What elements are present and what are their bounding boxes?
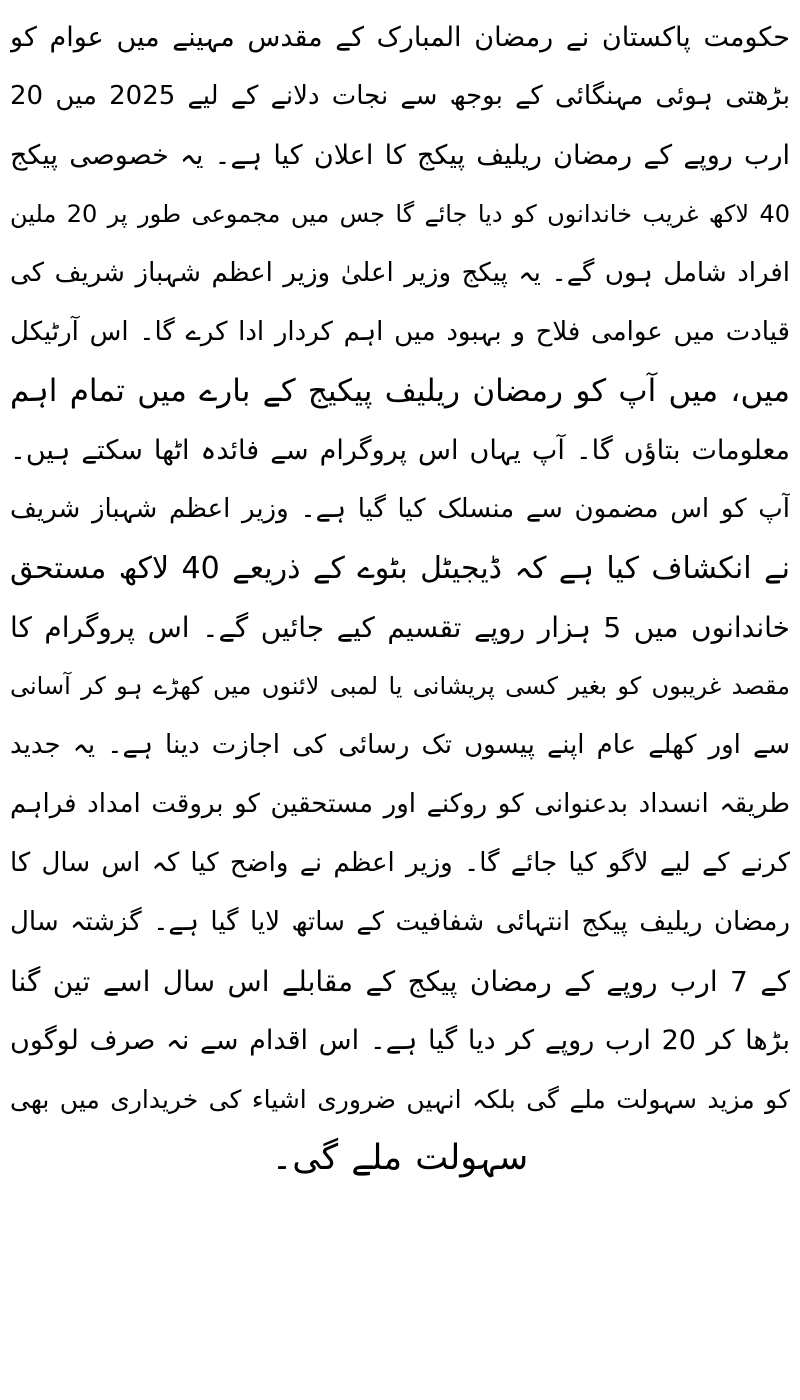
text-line-3: ارب روپے کے رمضان ریلیف پیکج کا اعلان کیا ہے۔ یہ خصوصی پیکج — [10, 140, 790, 171]
text-line-16: رمضان ریلیف پیکج انتہائی شفافیت کے ساتھ لایا گیا ہے۔ گزشتہ سال — [10, 907, 790, 937]
text-line-19: کو مزید سہولت ملے گی بلکہ انہیں ضروری اشیاء کی خریداری میں بھی — [10, 1085, 790, 1114]
text-line-5: افراد شامل ہوں گے۔ یہ پیکج وزیر اعلیٰ وزیر اعظم شہباز شریف کی — [10, 258, 790, 288]
text-line-14: طریقہ انسداد بدعنوانی کو روکنے اور مستحقین کو بروقت امداد فراہم — [10, 789, 790, 819]
text-line-2: بڑھتی ہوئی مہنگائی کے بوجھ سے نجات دلانے کے لیے 2025 میں 20 — [10, 81, 790, 111]
text-line-10: نے انکشاف کیا ہے کہ ڈیجیٹل بٹوے کے ذریعے 40 لاکھ مستحق — [10, 551, 790, 586]
text-line-18: بڑھا کر 20 ارب روپے کر دیا گیا ہے۔ اس اقدام سے نہ صرف لوگوں — [10, 1025, 790, 1056]
text-line-1: حکومت پاکستان نے رمضان المبارک کے مقدس مہینے میں عوام کو — [10, 22, 790, 53]
article-paragraph — [10, 8, 790, 1188]
text-line-11: خاندانوں میں 5 ہزار روپے تقسیم کیے جائیں گے۔ اس پروگرام کا — [10, 611, 790, 644]
text-line-8: معلومات بتاؤں گا۔ آپ یہاں اس پروگرام سے فائدہ اٹھا سکتے ہیں۔ — [10, 435, 790, 466]
text-line-13: سے اور کھلے عام اپنے پیسوں تک رسائی کی اجازت دینا ہے۔ یہ جدید — [10, 730, 790, 760]
text-line-6: قیادت میں عوامی فلاح و بہبود میں اہم کردار ادا کرے گا۔ اس آرٹیکل — [10, 317, 790, 347]
text-line-12: مقصد غریبوں کو بغیر کسی پریشانی یا لمبی لائنوں میں کھڑے ہو کر آسانی — [10, 672, 790, 700]
text-line-4: 40 لاکھ غریب خاندانوں کو دیا جائے گا جس میں مجموعی طور پر 20 ملین — [10, 200, 790, 228]
text-line-15: کرنے کے لیے لاگو کیا جائے گا۔ وزیر اعظم نے واضح کیا کہ اس سال کا — [10, 848, 790, 878]
text-line-7: میں، میں آپ کو رمضان ریلیف پیکیج کے بارے میں تمام اہم — [10, 373, 790, 409]
text-line-17: کے 7 ارب روپے کے رمضان پیکج کے مقابلے اس سال اسے تین گنا — [10, 965, 790, 998]
text-line-9: آپ کو اس مضمون سے منسلک کیا گیا ہے۔ وزیر اعظم شہباز شریف — [10, 494, 790, 524]
text-line-20: سہولت ملے گی۔ — [271, 1138, 529, 1178]
